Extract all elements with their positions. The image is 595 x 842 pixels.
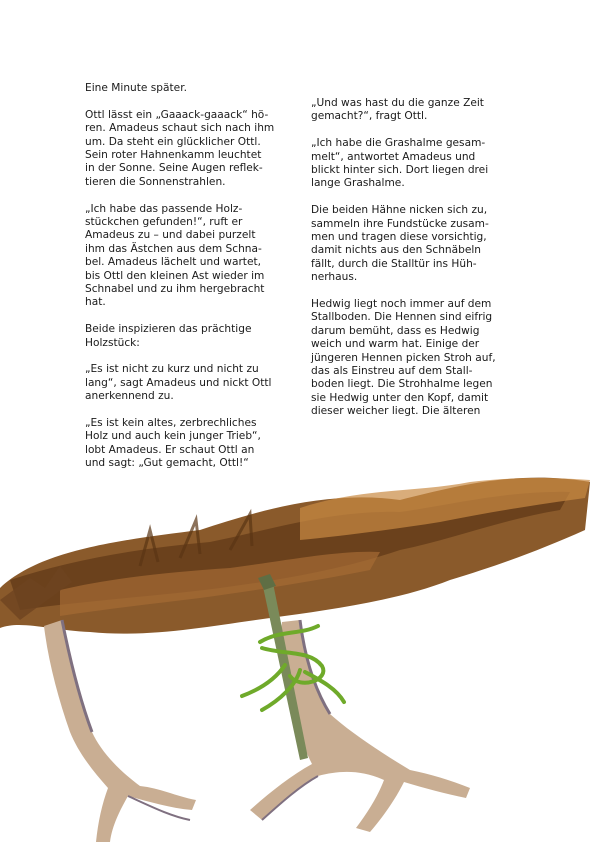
feathers [0, 478, 590, 634]
paragraph: „Und was hast du die ganze Zeit gemacht?“, fragt Ottl. [311, 97, 484, 123]
roosters-illustration [0, 470, 595, 842]
text-column-right [311, 97, 519, 432]
paragraph: Beide inspizieren das prächtige Holzstück: [85, 323, 252, 349]
paragraph: Die beiden Hähne nicken sich zu, sammeln ihre Fundstücke zusam- men und tragen diese vorsichtig, damit nichts aus den Schnäbeln fällt, durch die Stalltür ins Hüh- nerhaus. [311, 204, 489, 284]
left-leg [44, 620, 196, 842]
paragraph: „Es ist kein altes, zerbrechliches Holz und auch kein junger Trieb“, lobt Amadeus. Er schaut Ottl an und sagt: „Gut gemacht, Ottl!“ [85, 417, 261, 470]
paragraph: Ottl lässt ein „Gaaack-gaaack“ hö- ren. Amadeus schaut sich nach ihm um. Da steht ein glücklicher Ottl. Sein roter Hahnenkamm leuchtet in der Sonne. Seine Augen reflek- tieren die Sonnenstrahlen. [85, 108, 275, 188]
paragraph: Hedwig liegt noch immer auf dem Stallboden. Die Hennen sind eifrig darum bemüht, dass es Hedwig weich und warm hat. Einige der jüngeren Hennen picken Stroh auf, das als Einstreu auf dem Stall- boden liegt. Die Strohhalme legen sie Hedwig unter den Kopf, damit dieser weicher liegt. Die älteren [311, 298, 496, 418]
paragraph: „Ich habe das passende Holz- stückchen gefunden!“, ruft er Amadeus zu – und dabei purzelt ihm das Ästchen aus dem Schna- bel. Amadeus lächelt und wartet, bis Ottl den kleinen Ast wieder im Schnabel und zu ihm hergebracht hat. [85, 202, 265, 309]
paragraph: „Ich habe die Grashalme gesam- melt“, antwortet Amadeus und blickt hinter sich. Dort liegen drei lange Grashalme. [311, 137, 489, 190]
paragraph: Eine Minute später. [85, 82, 187, 94]
paragraph: „Es ist nicht zu kurz und nicht zu lang“, sagt Amadeus und nickt Ottl anerkennend zu. [85, 363, 272, 403]
text-column-left [85, 82, 293, 484]
